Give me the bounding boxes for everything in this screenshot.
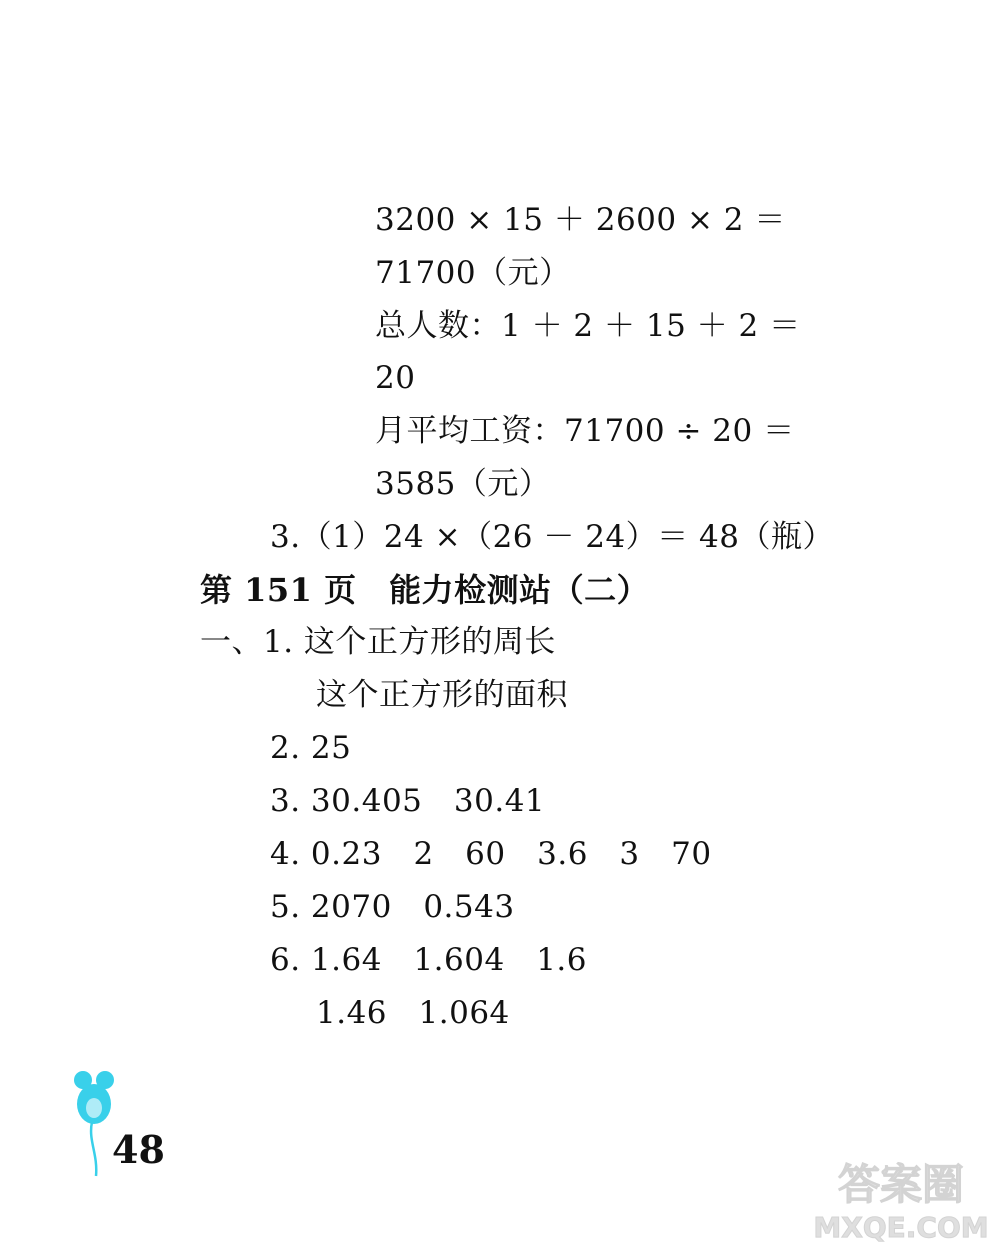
calc-line-6: 3585（元） (375, 466, 551, 502)
question-6-line-1: 6. 1.64 1.604 1.6 (270, 942, 588, 978)
question-3: 3. 30.405 30.41 (270, 783, 546, 819)
question-1-line-2: 这个正方形的面积 (316, 677, 568, 713)
page-number: 48 (112, 1127, 165, 1172)
watermark-logo (806, 1151, 996, 1246)
question-1-line-1: 一、1. 这个正方形的周长 (200, 624, 556, 660)
question-5: 5. 2070 0.543 (270, 889, 515, 925)
question-6-line-2: 1.46 1.064 (316, 995, 510, 1031)
calc-line-2: 71700（元） (375, 255, 571, 291)
section-heading: 第 151 页 能力检测站（二） (200, 571, 650, 609)
calc-line-5: 月平均工资：71700 ÷ 20 ＝ (375, 413, 795, 449)
question-2: 2. 25 (270, 730, 352, 766)
calc-line-3: 总人数：1 ＋ 2 ＋ 15 ＋ 2 ＝ (375, 308, 801, 344)
calc-line-1: 3200 × 15 ＋ 2600 × 2 ＝ (375, 202, 786, 238)
watermark-logo-text: 答案圈 (837, 1160, 965, 1209)
calc-line-4: 20 (375, 360, 416, 396)
answer-3: 3.（1）24 ×（26 － 24）＝ 48（瓶） (270, 519, 834, 555)
watermark-url: MXQE.COM (813, 1211, 989, 1244)
question-4: 4. 0.23 2 60 3.6 3 70 (270, 836, 712, 872)
